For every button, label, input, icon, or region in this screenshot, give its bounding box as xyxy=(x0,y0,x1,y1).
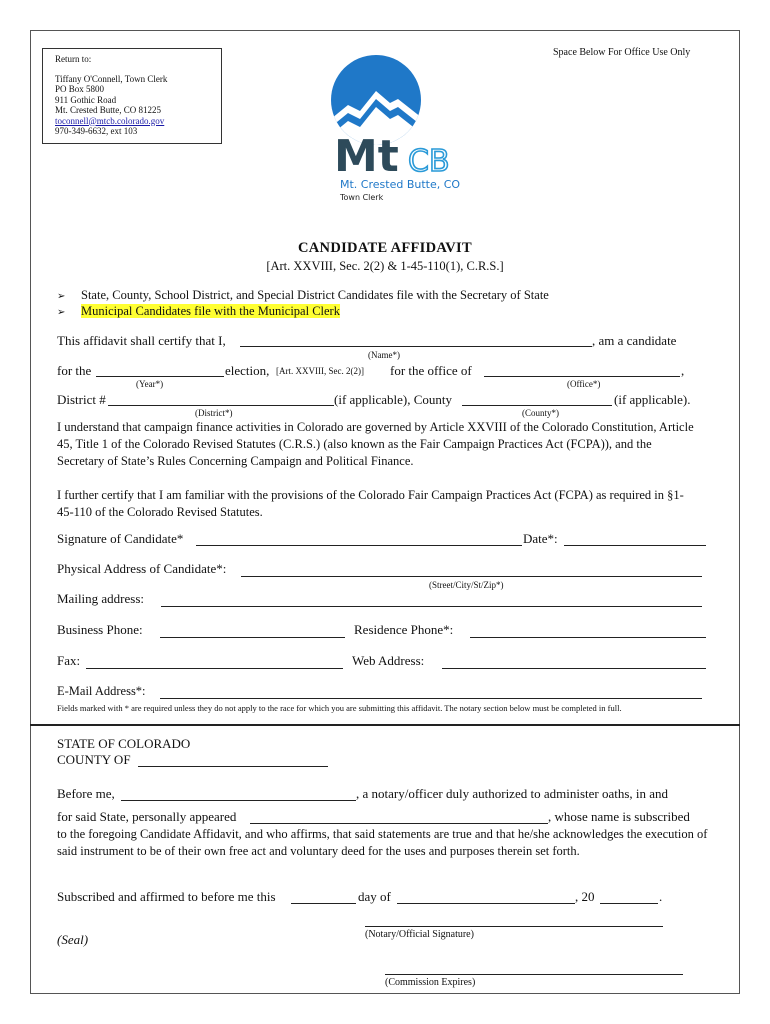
return-phone: 970-349-6632, ext 103 xyxy=(55,126,138,136)
certify-lead: This affidavit shall certify that I, xyxy=(57,333,226,348)
logo-mark: Mt xyxy=(334,131,399,182)
notary-paragraph: to the foregoing Candidate Affidavit, and who affirms, that said statements are true and that he/she acknowledges the execution of said instrument to be of their own free act and voluntary deed for the uses and purposes therein set forth. xyxy=(57,827,708,858)
bullet-item xyxy=(57,304,340,319)
return-line: Tiffany O'Connell, Town Clerk xyxy=(55,73,168,84)
commission-expires-field[interactable] xyxy=(385,974,683,975)
year-field[interactable] xyxy=(96,376,224,377)
date-field[interactable] xyxy=(564,545,706,546)
name-field[interactable] xyxy=(240,346,592,347)
return-label: Return to: xyxy=(55,54,92,64)
section-divider xyxy=(30,724,740,726)
email-field[interactable] xyxy=(160,698,702,699)
day-field[interactable] xyxy=(291,903,356,904)
logo-town: Mt. Crested Butte, CO xyxy=(340,178,461,191)
state-heading: STATE OF COLORADO xyxy=(57,736,191,751)
fax-field[interactable] xyxy=(86,668,343,669)
office-of-label: for the office of xyxy=(390,363,472,378)
return-line: PO Box 5800 xyxy=(55,84,105,94)
month-field[interactable] xyxy=(397,903,575,904)
notary-county-field[interactable] xyxy=(138,766,328,767)
bullet-item xyxy=(57,288,549,303)
signature-label: Signature of Candidate* xyxy=(57,531,184,546)
appeared-name-field[interactable] xyxy=(250,823,548,824)
day-of-label: day of xyxy=(358,889,391,904)
return-address-box xyxy=(42,48,222,144)
logo-dept: Town Clerk xyxy=(340,193,384,202)
residence-phone-field[interactable] xyxy=(470,637,706,638)
mailing-address-field[interactable] xyxy=(161,606,702,607)
page-title: CANDIDATE AFFIDAVIT xyxy=(298,240,472,256)
return-line: 911 Gothic Road xyxy=(55,94,117,105)
comma: , xyxy=(681,363,685,378)
county-heading: COUNTY OF xyxy=(57,752,131,767)
bullet-text: State, County, School District, and Special District Candidates file with the Secretary of State xyxy=(81,288,549,302)
district-field[interactable] xyxy=(108,405,334,406)
appeared-tail: , whose name is subscribed xyxy=(548,809,690,824)
notary-signature-field[interactable] xyxy=(365,926,663,927)
town-logo xyxy=(326,53,476,213)
election-label: election, xyxy=(225,363,270,378)
physical-address-field[interactable] xyxy=(241,576,702,577)
commission-expires-hint: (Commission Expires) xyxy=(385,977,476,988)
arrow-bullet-icon: ➢ xyxy=(57,307,66,318)
for-the-label: for the xyxy=(57,363,92,378)
seal-label: (Seal) xyxy=(57,932,89,947)
year-prefix: , 20 xyxy=(575,889,595,904)
office-field[interactable] xyxy=(484,376,680,377)
notary-year-field[interactable] xyxy=(600,903,658,904)
web-address-label: Web Address: xyxy=(352,653,425,668)
familiarity-paragraph: I further certify that I am familiar with the provisions of the Colorado Fair Campaign Practices Act (FCPA) as required in §1-45-110 of the Colorado Revised Statutes. xyxy=(57,488,684,519)
bullet-text-highlighted: Municipal Candidates file with the Municipal Clerk xyxy=(81,304,340,318)
business-phone-field[interactable] xyxy=(160,637,345,638)
if-applicable-county: (if applicable), County xyxy=(334,392,453,407)
district-label: District # xyxy=(57,392,106,407)
appeared-label: for said State, personally appeared xyxy=(57,809,237,824)
logo-suffix: CB xyxy=(408,144,450,179)
email-label: E-Mail Address*: xyxy=(57,684,146,698)
certify-tail: , am a candidate xyxy=(592,333,677,348)
web-address-field[interactable] xyxy=(442,668,706,669)
street-hint: (Street/City/St/Zip*) xyxy=(429,580,504,590)
office-hint: (Office*) xyxy=(567,379,601,389)
office-use-note: Space Below For Office Use Only xyxy=(553,47,691,58)
mountain-logo-icon xyxy=(326,53,476,213)
notary-signature-hint: (Notary/Official Signature) xyxy=(365,929,474,940)
required-footnote: Fields marked with * are required unless they do not apply to the race for which you are submitting this affidavit. The notary section below must be completed in full. xyxy=(57,703,622,713)
fax-label: Fax: xyxy=(57,653,81,668)
signature-field[interactable] xyxy=(196,545,522,546)
election-ref: [Art. XXVIII, Sec. 2(2)] xyxy=(276,366,364,376)
county-hint: (County*) xyxy=(522,408,559,418)
return-email-link[interactable]: toconnell@mtcb.colorado.gov xyxy=(55,115,165,126)
subscribed-label: Subscribed and affirmed to before me this xyxy=(57,889,276,904)
residence-phone-label: Residence Phone*: xyxy=(354,622,454,637)
period: . xyxy=(659,889,663,904)
district-hint: (District*) xyxy=(195,408,233,418)
before-me-tail: , a notary/officer duly authorized to administer oaths, in and xyxy=(356,786,669,801)
name-hint: (Name*) xyxy=(368,350,400,360)
arrow-bullet-icon: ➢ xyxy=(57,291,66,302)
date-label: Date*: xyxy=(523,531,558,546)
physical-address-label: Physical Address of Candidate*: xyxy=(57,561,227,576)
notary-name-field[interactable] xyxy=(121,800,356,801)
if-applicable-end: (if applicable). xyxy=(614,392,691,407)
governance-paragraph: I understand that campaign finance activities in Colorado are governed by Article XXVIII of the Colorado Constitution, Article 45, Title 1 of the Colorado Revised Statutes (C.R.S.) (also known as the Fair Campaign Practices Act (FCPA)), and the Secretary of State’s Rules Concerning Campaign and Political Finance. xyxy=(57,420,694,468)
year-hint: (Year*) xyxy=(136,379,164,389)
mailing-address-label: Mailing address: xyxy=(57,591,145,606)
business-phone-label: Business Phone: xyxy=(57,622,143,637)
county-field[interactable] xyxy=(462,405,612,406)
before-me-label: Before me, xyxy=(57,786,115,801)
page-subtitle: [Art. XXVIII, Sec. 2(2) & 1-45-110(1), C.R.S.] xyxy=(266,259,504,273)
return-line: Mt. Crested Butte, CO 81225 xyxy=(55,105,161,115)
